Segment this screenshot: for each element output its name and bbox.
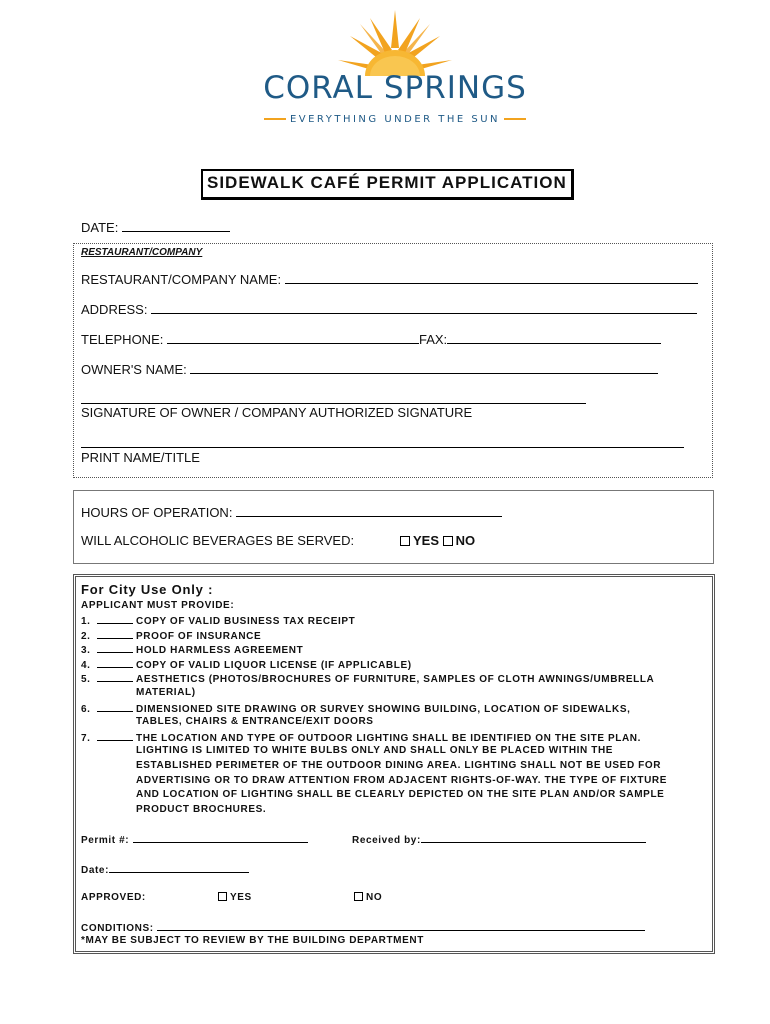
print-name-field[interactable]	[81, 447, 684, 448]
hours-label: HOURS OF OPERATION:	[81, 505, 233, 520]
requirement-text: ESTABLISHED PERIMETER OF THE OUTDOOR DINING AREA. LIGHTING SHALL NOT BE USED FOR	[136, 760, 662, 771]
telephone-row	[81, 331, 661, 348]
requirement-item	[81, 744, 613, 757]
requirement-number: 7.	[81, 732, 91, 744]
requirement-number: 5.	[81, 674, 91, 686]
tagline-left-dash	[264, 118, 286, 120]
requirement-item	[81, 613, 355, 628]
requirement-check-blank[interactable]	[97, 730, 133, 741]
city-date-label: Date:	[81, 865, 110, 876]
approved-label: APPROVED:	[81, 892, 146, 903]
requirement-text: HOLD HARMLESS AGREEMENT	[136, 645, 304, 657]
operation-section	[73, 490, 714, 564]
date-field[interactable]	[122, 219, 230, 232]
requirement-number: 4.	[81, 659, 91, 671]
date-label: DATE:	[81, 220, 119, 235]
requirement-check-blank[interactable]	[97, 628, 133, 639]
date-row	[81, 219, 230, 236]
requirement-item	[81, 803, 266, 816]
approved-yes-option	[218, 891, 252, 904]
requirement-item	[81, 642, 303, 657]
requirement-text: ADVERTISING OR TO DRAW ATTENTION FROM ADJACENT RIGHTS-OF-WAY. THE TYPE OF FIXTURE	[136, 774, 668, 786]
owner-row	[81, 361, 658, 378]
approved-no-option	[354, 891, 382, 904]
requirement-text: DIMENSIONED SITE DRAWING OR SURVEY SHOWING BUILDING, LOCATION OF SIDEWALKS,	[136, 703, 631, 715]
requirement-check-blank[interactable]	[97, 671, 133, 682]
requirement-number: 3.	[81, 645, 91, 657]
requirement-check-blank[interactable]	[97, 657, 133, 668]
company-name-field[interactable]	[285, 271, 698, 284]
requirement-text: AND LOCATION OF LIGHTING SHALL BE CLEARLY DEPICTED ON THE SITE PLAN AND/OR SAMPLE	[136, 789, 665, 801]
conditions-label: CONDITIONS:	[81, 923, 154, 934]
requirement-number: 2.	[81, 630, 91, 642]
conditions-field[interactable]	[157, 920, 645, 931]
company-name-row	[81, 271, 698, 288]
received-row	[352, 832, 646, 847]
logo-tagline	[240, 114, 550, 125]
requirement-item	[81, 686, 196, 699]
owner-field[interactable]	[190, 361, 658, 374]
permit-label: Permit #:	[81, 835, 130, 846]
received-field[interactable]	[421, 832, 646, 843]
city-date-row	[81, 862, 249, 877]
requirement-text: AESTHETICS (PHOTOS/BROCHURES OF FURNITURE, SAMPLES OF CLOTH AWNINGS/UMBRELLA	[136, 674, 655, 686]
signature-field[interactable]	[81, 403, 586, 404]
page-title: SIDEWALK CAFÉ PERMIT APPLICATION	[201, 169, 574, 200]
requirement-item	[81, 788, 664, 801]
address-row	[81, 301, 697, 318]
permit-row	[81, 832, 308, 847]
applicant-heading: APPLICANT MUST PROVIDE:	[81, 600, 235, 611]
requirement-text: COPY OF VALID LIQUOR LICENSE (IF APPLICABLE)	[136, 659, 412, 671]
requirement-item	[81, 774, 667, 787]
alcohol-no-checkbox[interactable]	[443, 536, 453, 546]
sun-icon	[330, 8, 460, 78]
requirement-check-blank[interactable]	[97, 642, 133, 653]
restaurant-section-heading: RESTAURANT/COMPANY	[81, 247, 203, 258]
requirement-text: TABLES, CHAIRS & ENTRANCE/EXIT DOORS	[136, 716, 374, 728]
requirement-text: PROOF OF INSURANCE	[136, 630, 262, 642]
fax-field[interactable]	[447, 331, 661, 344]
coral-springs-logo	[240, 8, 550, 128]
requirement-text: LIGHTING IS LIMITED TO WHITE BULBS ONLY AND SHALL ONLY BE PLACED WITHIN THE	[136, 745, 614, 757]
requirement-text: THE LOCATION AND TYPE OF OUTDOOR LIGHTING SHALL BE IDENTIFIED ON THE SITE PLAN.	[136, 732, 641, 744]
telephone-label: TELEPHONE:	[81, 332, 164, 347]
alcohol-yes-label: YES	[413, 533, 440, 548]
requirement-text: PRODUCT BROCHURES.	[136, 803, 267, 815]
city-use-title: For City Use Only :	[81, 582, 214, 597]
tagline-text: EVERYTHING UNDER THE SUN	[289, 114, 501, 125]
requirement-item	[81, 701, 630, 716]
requirement-number: 6.	[81, 703, 91, 715]
alcohol-label: WILL ALCOHOLIC BEVERAGES BE SERVED:	[81, 533, 355, 548]
approved-yes-label: YES	[230, 892, 252, 903]
alcohol-yes-checkbox[interactable]	[400, 536, 410, 546]
approved-no-label: NO	[366, 892, 383, 903]
received-label: Received by:	[352, 835, 421, 846]
requirement-item	[81, 671, 654, 686]
city-date-field[interactable]	[109, 862, 249, 873]
approved-no-checkbox[interactable]	[354, 892, 363, 901]
address-field[interactable]	[151, 301, 697, 314]
print-name-label: PRINT NAME/TITLE	[81, 450, 200, 465]
approved-yes-checkbox[interactable]	[218, 892, 227, 901]
alcohol-no-label: NO	[455, 533, 476, 548]
requirement-check-blank[interactable]	[97, 701, 133, 712]
footnote: *MAY BE SUBJECT TO REVIEW BY THE BUILDING DEPARTMENT	[81, 935, 424, 946]
alcohol-options	[400, 533, 475, 549]
tagline-right-dash	[504, 118, 526, 120]
address-label: ADDRESS:	[81, 302, 148, 317]
conditions-row	[81, 920, 645, 935]
requirement-item	[81, 628, 261, 643]
requirement-check-blank[interactable]	[97, 613, 133, 624]
permit-field[interactable]	[133, 832, 308, 843]
requirement-item	[81, 715, 374, 728]
requirement-text: COPY OF VALID BUSINESS TAX RECEIPT	[136, 616, 356, 627]
requirement-item	[81, 657, 412, 672]
hours-field[interactable]	[236, 504, 502, 517]
requirement-number: 1.	[81, 616, 91, 627]
signature-label: SIGNATURE OF OWNER / COMPANY AUTHORIZED SIGNATURE	[81, 405, 473, 420]
requirement-text: MATERIAL)	[136, 687, 196, 698]
fax-label: FAX:	[418, 332, 448, 347]
hours-row	[81, 504, 502, 521]
owner-label: OWNER'S NAME:	[81, 362, 187, 377]
telephone-field[interactable]	[167, 331, 419, 344]
requirement-item	[81, 730, 641, 745]
company-name-label: RESTAURANT/COMPANY NAME:	[81, 272, 282, 287]
requirement-item	[81, 759, 661, 772]
logo-wordmark: CORAL SPRINGS	[263, 70, 527, 106]
